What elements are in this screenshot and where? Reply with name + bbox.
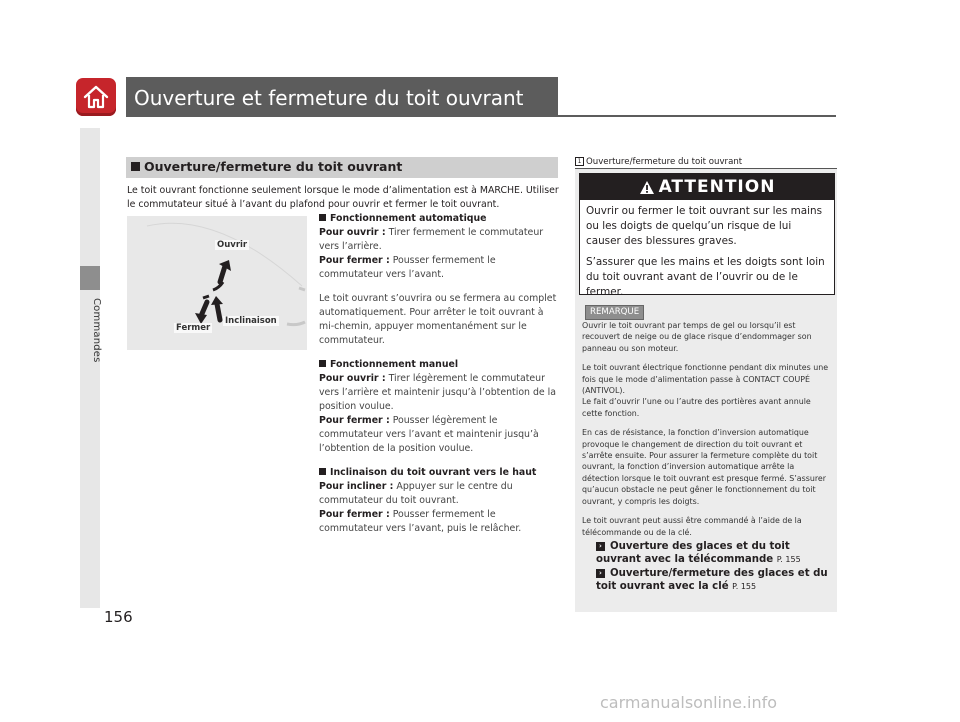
section-bullet-icon bbox=[131, 162, 140, 171]
auto-close-label: Pour fermer : bbox=[319, 255, 390, 266]
manual-close bbox=[319, 414, 559, 456]
bullet-square-icon bbox=[319, 360, 326, 367]
label-open: Ouvrir bbox=[217, 240, 248, 250]
xref-key-page: P. 155 bbox=[732, 581, 757, 591]
title-rule bbox=[126, 115, 836, 117]
arrow-right-icon: › bbox=[596, 569, 605, 578]
manual-close-text: Pousser légèrement le commutateur vers l’avant et maintenir jusqu’à l’obtention de la position voulue. bbox=[319, 415, 539, 454]
tilt-text: Appuyer sur le centre du commutateur du toit ouvrant. bbox=[319, 481, 513, 506]
tilt-open bbox=[319, 480, 559, 508]
remark-badge: REMARQUE bbox=[585, 305, 644, 320]
watermark: carmanualsonline.info bbox=[600, 693, 778, 712]
note-heading-text: Ouverture/fermeture du toit ouvrant bbox=[586, 157, 743, 167]
auto-heading bbox=[319, 212, 559, 226]
sunroof-switch-illustration bbox=[127, 216, 307, 350]
xref-remote-text: Ouverture des glaces et du toit ouvrant avec la télécommande bbox=[596, 540, 790, 565]
note-heading bbox=[575, 157, 742, 167]
tilt-heading-text: Inclinaison du toit ouvrant vers le haut bbox=[330, 467, 537, 478]
note-index-icon: 1 bbox=[575, 157, 584, 166]
manual-open-text: Tirer légèrement le commutateur vers l’arrière et maintenir jusqu’à l’obtention de la position voulue. bbox=[319, 373, 557, 412]
tilt-label: Pour incliner : bbox=[319, 481, 394, 492]
remark-p4: Le toit ouvrant peut aussi être commandé à l’aide de la télécommande ou de la clé. bbox=[582, 516, 802, 537]
attention-p2: S’assurer que les mains et les doigts sont loin du toit ouvrant avant de l’ouvrir ou de le fermer. bbox=[586, 256, 825, 298]
auto-open-text: Tirer fermement le commutateur vers l’arrière. bbox=[319, 227, 544, 252]
manual-heading-text: Fonctionnement manuel bbox=[330, 359, 459, 370]
xref-key-text: Ouverture/fermeture des glaces et du toit ouvrant avec la clé bbox=[596, 567, 828, 592]
remark-p2b: Le fait d’ouvrir l’une ou l’autre des portières avant annule cette fonction. bbox=[582, 397, 811, 418]
label-close: Fermer bbox=[176, 323, 211, 333]
remark-p3: En cas de résistance, la fonction d’inversion automatique provoque le changement de direction du toit ouvrant et s’arrête ensuite. Pour assurer la fermeture complète du toit ouvrant, la fonction d’inversion automatique arrête la détection lorsque le toit ouvrant est presque fermé. S’assurer qu’aucun obstacle ne peut gêner le fonctionnement du toit ouvrant, y compris les doigts. bbox=[582, 428, 826, 506]
page-title: Ouverture et fermeture du toit ouvrant bbox=[134, 86, 524, 110]
attention-title: ATTENTION bbox=[658, 177, 776, 197]
bullet-square-icon bbox=[319, 468, 326, 475]
home-button[interactable] bbox=[76, 78, 116, 116]
arrow-right-icon: › bbox=[596, 542, 605, 551]
tilt-close-label: Pour fermer : bbox=[319, 509, 390, 520]
remark-p2 bbox=[582, 362, 832, 419]
auto-note: Le toit ouvrant s’ouvrira ou se fermera au complet automatiquement. Pour arrêter le toit ouvrant à mi-chemin, appuyer momentanément sur le commutateur. bbox=[319, 293, 557, 346]
xref-remote-page: P. 155 bbox=[776, 554, 801, 564]
manual-heading bbox=[319, 358, 559, 372]
auto-close bbox=[319, 254, 559, 282]
manual-open-label: Pour ouvrir : bbox=[319, 373, 386, 384]
instructions-column bbox=[319, 212, 559, 536]
auto-open-label: Pour ouvrir : bbox=[319, 227, 386, 238]
auto-open bbox=[319, 226, 559, 254]
auto-close-text: Pousser fermement le commutateur vers l’avant. bbox=[319, 255, 496, 280]
label-tilt: Inclinaison bbox=[225, 316, 277, 326]
side-tab-marker bbox=[80, 266, 100, 290]
remark-p2a: Le toit ouvrant électrique fonctionne pendant dix minutes une fois que le mode d’alimentation passe à CONTACT COUPÉ (ANTIVOL). bbox=[582, 363, 829, 396]
remark-body bbox=[582, 320, 832, 593]
note-rule bbox=[575, 168, 837, 169]
attention-header bbox=[580, 174, 834, 200]
side-tab-label: Commandes bbox=[91, 298, 102, 363]
intro-text: Le toit ouvrant fonctionne seulement lorsque le mode d’alimentation est à MARCHE. Utiliser le commutateur situé à l’avant du plafond pour ouvrir et fermer le toit ouvrant. bbox=[127, 185, 559, 210]
tilt-heading bbox=[319, 466, 559, 480]
manual-open bbox=[319, 372, 559, 414]
attention-body bbox=[586, 204, 828, 306]
xref-key-link[interactable] bbox=[582, 567, 832, 593]
attention-p1: Ouvrir ou fermer le toit ouvrant sur les mains ou les doigts de quelqu’un risque de lui causer des blessures graves. bbox=[586, 205, 823, 247]
tilt-close bbox=[319, 508, 559, 536]
manual-close-label: Pour fermer : bbox=[319, 415, 390, 426]
auto-heading-text: Fonctionnement automatique bbox=[330, 213, 487, 224]
home-icon bbox=[82, 84, 110, 110]
tilt-close-text: Pousser fermement le commutateur vers l’avant, puis le relâcher. bbox=[319, 509, 522, 534]
sunroof-switch-figure bbox=[127, 216, 307, 350]
bullet-square-icon bbox=[319, 214, 326, 221]
xref-remote-link[interactable] bbox=[582, 540, 832, 566]
remark-p1: Ouvrir le toit ouvrant par temps de gel ou lorsqu’il est recouvert de neige ou de glace risque d’endommager son panneau ou son moteur. bbox=[582, 321, 812, 353]
section-title: Ouverture/fermeture du toit ouvrant bbox=[144, 159, 403, 174]
page-number: 156 bbox=[104, 608, 133, 626]
warning-icon bbox=[639, 180, 655, 195]
